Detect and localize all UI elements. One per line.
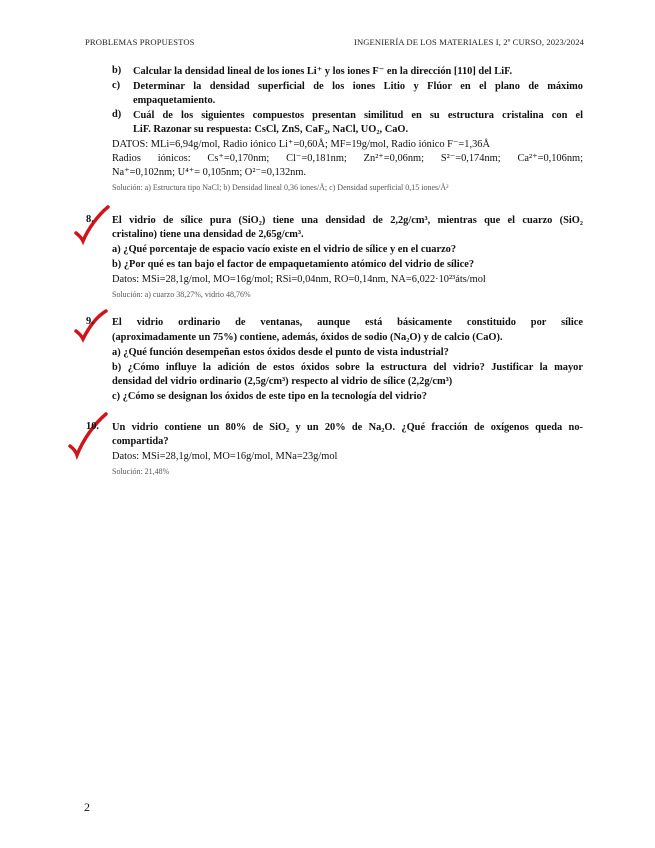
problem-10-number: 10. bbox=[86, 421, 99, 432]
check-mark-icon bbox=[70, 203, 118, 255]
datos-line-2: Radios iónicos: Cs⁺=0,170nm; Cl⁻=0,181nm; Zn²⁺=0,06nm; S²⁻=0,174nm; Ca²⁺=0,106nm; bbox=[112, 153, 583, 164]
problem-9-b-2: densidad del vidrio ordinario (2,5g/cm³) respecto al vidrio de sílice (2,2g/cm³) bbox=[112, 376, 453, 387]
problem-9-number: 9. bbox=[86, 316, 94, 327]
item-c-text-1: Determinar la densidad superficial de los iones Litio y Flúor en el plano de máximo bbox=[133, 81, 583, 92]
datos-line-1: DATOS: MLi=6,94g/mol, Radio iónico Li⁺=0,60Å; MF=19g/mol, Radio iónico F⁻=1,36Å bbox=[112, 139, 490, 150]
solucion-7: Solución: a) Estructura tipo NaCl; b) Densidad lineal 0,36 iones/Å; c) Densidad superficial 0,15 iones/Å² bbox=[112, 183, 449, 192]
header-right: INGENIERÍA DE LOS MATERIALES I, 2º CURSO, 2023/2024 bbox=[353, 37, 584, 47]
problem-9-text-1: El vidrio ordinario de ventanas, aunque está básicamente constituido por sílice bbox=[112, 317, 583, 328]
problem-9-b-1: b) ¿Cómo influye la adición de estos óxidos sobre la estructura del vidrio? Justificar la mayor bbox=[112, 362, 583, 373]
problem-8-datos: Datos: MSi=28,1g/mol, MO=16g/mol; RSi=0,04nm, RO=0,14nm, NA=6,022·10²³áts/mol bbox=[112, 274, 486, 285]
problem-9-text-2: (aproximadamente un 75%) contiene, además, óxidos de sodio (Na₂O) y de calcio (CaO). bbox=[112, 332, 503, 343]
item-b-label: b) bbox=[112, 65, 122, 76]
problem-10-text-2: compartida? bbox=[112, 436, 169, 447]
problem-8-a: a) ¿Qué porcentaje de espacio vacío existe en el vidrio de sílice y en el cuarzo? bbox=[112, 244, 457, 255]
item-d-label: d) bbox=[112, 109, 122, 120]
item-c-label: c) bbox=[112, 80, 121, 91]
item-b-text: Calcular la densidad lineal de los iones Li⁺ y los iones F⁻ en la dirección [110] del LiF. bbox=[133, 66, 513, 77]
item-d-text-2: LiF. Razonar su respuesta: CsCl, ZnS, CaF₂, NaCl, UO₂, CaO. bbox=[133, 124, 409, 135]
solucion-8: Solución: a) cuarzo 38,27%, vidrio 48,76% bbox=[112, 290, 251, 299]
item-c-text-2: empaquetamiento. bbox=[133, 95, 216, 106]
solucion-10: Solución: 21,48% bbox=[112, 467, 170, 476]
problem-8-b: b) ¿Por qué es tan bajo el factor de empaquetamiento atómico del vidrio de sílice? bbox=[112, 259, 475, 270]
problem-10-datos: Datos: MSi=28,1g/mol, MO=16g/mol, MNa=23g/mol bbox=[112, 451, 338, 462]
problem-9-a: a) ¿Qué función desempeñan estos óxidos desde el punto de vista industrial? bbox=[112, 347, 449, 358]
problem-8-text-1: El vidrio de sílice pura (SiO₂) tiene una densidad de 2,2g/cm³, mientras que el cuarzo (SiO₂ bbox=[112, 215, 583, 226]
problem-8-text-2: cristalino) tiene una densidad de 2,65g/cm³. bbox=[112, 229, 304, 240]
problem-9-c: c) ¿Cómo se designan los óxidos de este tipo en la tecnología del vidrio? bbox=[112, 391, 427, 402]
check-mark-icon bbox=[66, 410, 114, 462]
check-mark-icon bbox=[70, 305, 118, 357]
item-d-text-1: Cuál de los siguientes compuestos presentan similitud en su estructura cristalina con el bbox=[133, 110, 583, 121]
problem-8-number: 8. bbox=[86, 214, 94, 225]
page-number: 2 bbox=[84, 800, 90, 814]
problem-10-text-1: Un vidrio contiene un 80% de SiO₂ y un 20% de Na₂O. ¿Qué fracción de oxígenos queda no- bbox=[112, 422, 583, 433]
datos-line-3: Na⁺=0,102nm; U⁴⁺= 0,105nm; O²⁻=0,132nm. bbox=[112, 167, 307, 178]
header-left: PROBLEMAS PROPUESTOS bbox=[85, 37, 195, 47]
